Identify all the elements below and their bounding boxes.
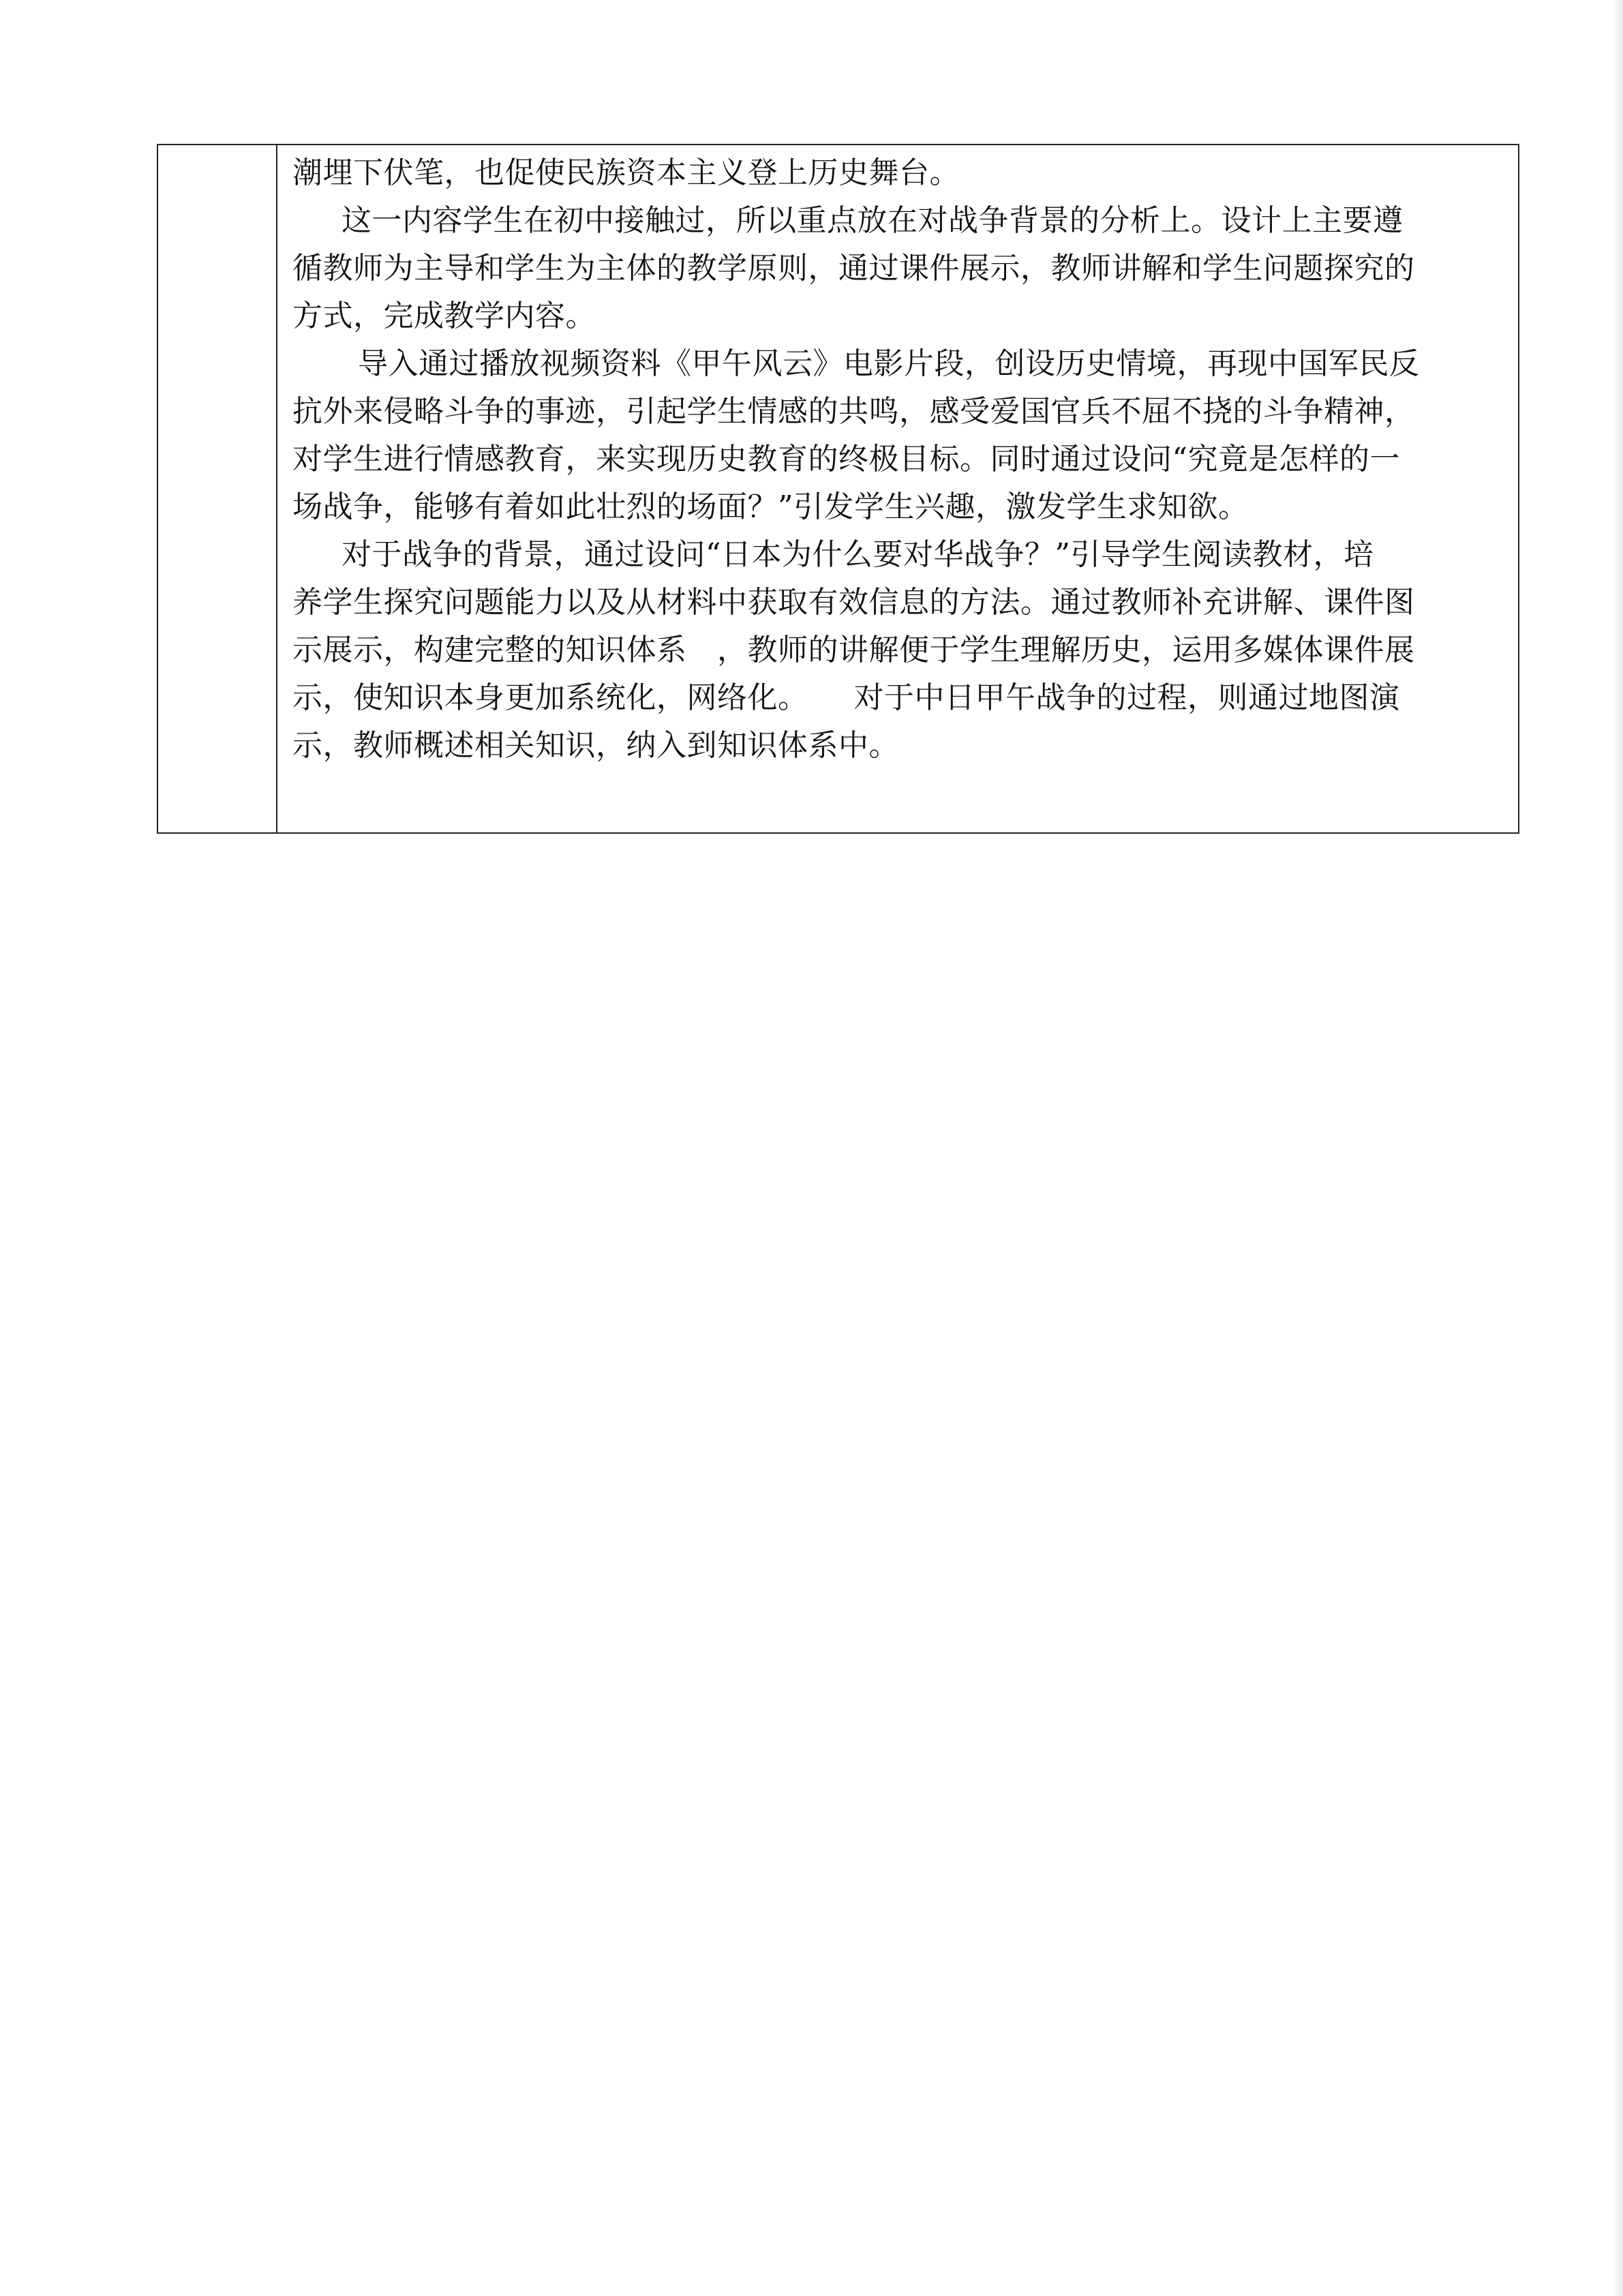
paragraph-line: 示，使知识本身更加系统化，网络化。 对于中日甲午战争的过程，则通过地图演 xyxy=(292,680,1400,715)
table-left-cell xyxy=(158,145,277,832)
paragraph-line: 养学生探究问题能力以及从材料中获取有效信息的方法。通过教师补充讲解、课件图 xyxy=(292,585,1415,620)
page-edge-shadow xyxy=(1613,0,1623,2296)
paragraph-line: 场战争，能够有着如此壮烈的场面？”引发学生兴趣，激发学生求知欲。 xyxy=(292,489,1249,524)
paragraph-line: 示，教师概述相关知识，纳入到知识体系中。 xyxy=(292,728,899,763)
paragraph-line: 潮埋下伏笔，也促使民族资本主义登上历史舞台。 xyxy=(292,155,960,190)
paragraph-line: 导入通过播放视频资料《甲午风云》电影片段，创设历史情境，再现中国军民反 xyxy=(358,346,1420,381)
paragraph-line: 对于战争的背景，通过设问“日本为什么要对华战争？”引导学生阅读教材，培 xyxy=(342,537,1374,572)
table-content-cell xyxy=(277,145,1518,832)
paragraph-line: 方式，完成教学内容。 xyxy=(292,299,596,333)
document-table xyxy=(157,144,1519,834)
paragraph-line: 这一内容学生在初中接触过，所以重点放在对战争背景的分析上。设计上主要遵 xyxy=(342,203,1404,238)
paragraph-line: 抗外来侵略斗争的事迹，引起学生情感的共鸣，感受爱国官兵不屈不挠的斗争精神， xyxy=(292,394,1415,429)
paragraph-line: 对学生进行情感教育，来实现历史教育的终极目标。同时通过设问“究竟是怎样的一 xyxy=(292,442,1400,477)
paragraph-line: 循教师为主导和学生为主体的教学原则，通过课件展示，教师讲解和学生问题探究的 xyxy=(292,251,1415,286)
paragraph-line: 示展示，构建完整的知识体系 ，教师的讲解便于学生理解历史，运用多媒体课件展 xyxy=(292,633,1415,667)
